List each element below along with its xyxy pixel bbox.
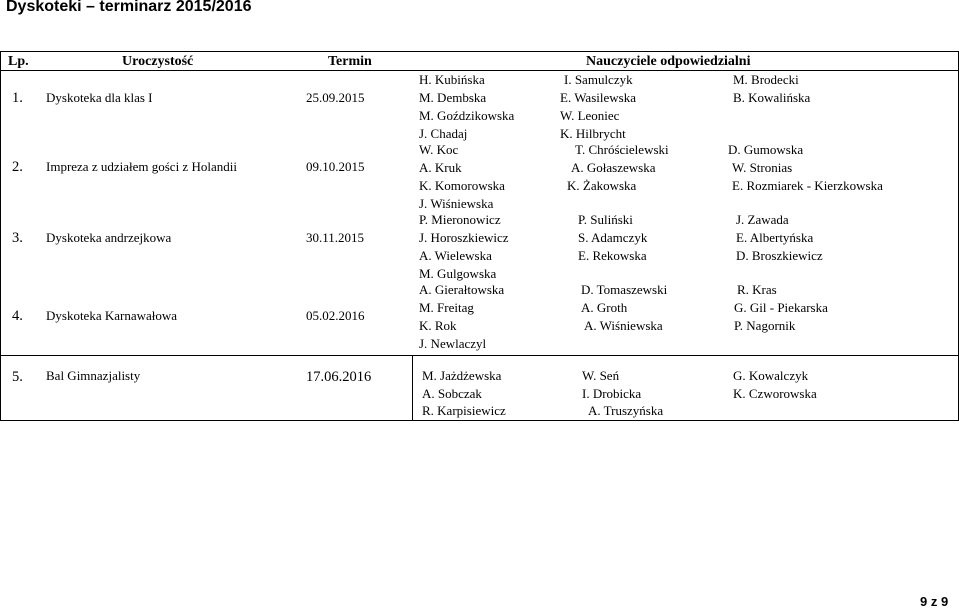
page-number: 9 z 9 <box>920 594 949 609</box>
teacher: E. Albertyńska <box>736 230 814 245</box>
teacher: J. Zawada <box>736 212 789 227</box>
teacher: M. Gulgowska <box>419 266 497 281</box>
teacher: M. Jażdżewska <box>422 368 502 383</box>
teacher: S. Adamczyk <box>578 230 648 245</box>
event-name: Impreza z udziałem gości z Holandii <box>46 159 237 174</box>
event-date: 09.10.2015 <box>306 159 365 174</box>
teacher: M. Brodecki <box>733 72 799 87</box>
teacher: J. Newlaczyl <box>419 336 487 351</box>
teacher: W. Stronias <box>732 160 793 175</box>
teacher: P. Nagornik <box>734 318 796 333</box>
teacher: E. Wasilewska <box>560 90 636 105</box>
teacher: E. Rozmiarek - Kierzkowska <box>732 178 883 193</box>
teacher: D. Tomaszewski <box>581 282 668 297</box>
teacher: A. Wiśniewska <box>584 318 663 333</box>
teacher: P. Suliński <box>578 212 633 227</box>
teacher: A. Gierałtowska <box>419 282 505 297</box>
teacher: B. Kowalińska <box>733 90 811 105</box>
teacher: T. Chróścielewski <box>575 142 669 157</box>
teacher: K. Rok <box>419 318 457 333</box>
teacher: P. Mieronowicz <box>419 212 501 227</box>
teacher: G. Gil - Piekarska <box>734 300 828 315</box>
table-bottom-border <box>0 420 959 421</box>
row-number: 2. <box>12 159 23 175</box>
event-date: 30.11.2015 <box>306 230 365 245</box>
teacher: W. Leoniec <box>560 108 620 123</box>
row-number: 1. <box>12 90 23 106</box>
table-top-border <box>0 51 959 52</box>
teacher: A. Kruk <box>419 160 462 175</box>
event-name: Dyskoteka Karnawałowa <box>46 308 178 323</box>
teacher: A. Groth <box>581 300 628 315</box>
teacher: I. Drobicka <box>582 386 642 401</box>
row-number: 5. <box>12 369 23 385</box>
teacher: H. Kubińska <box>419 72 485 87</box>
teacher: M. Freitag <box>419 300 474 315</box>
table-left-border <box>0 51 1 421</box>
header-teachers: Nauczyciele odpowiedzialni <box>586 54 751 69</box>
teacher: E. Rekowska <box>578 248 647 263</box>
teacher: W. Seń <box>582 368 620 383</box>
teacher: G. Kowalczyk <box>733 368 809 383</box>
event-date: 17.06.2016 <box>306 369 372 385</box>
event-name: Dyskoteka andrzejkowa <box>46 230 172 245</box>
teacher: R. Kras <box>737 282 777 297</box>
teacher: J. Wiśniewska <box>419 196 494 211</box>
header-event: Uroczystość <box>122 54 194 69</box>
teacher: A. Sobczak <box>422 386 482 401</box>
teacher: K. Komorowska <box>419 178 505 193</box>
row-number: 4. <box>12 308 23 324</box>
teacher: A. Gołaszewska <box>571 160 656 175</box>
teacher: K. Żakowska <box>567 178 637 193</box>
event-date: 05.02.2016 <box>306 308 365 323</box>
teacher: I. Samulczyk <box>564 72 633 87</box>
teacher: J. Horoszkiewicz <box>419 230 509 245</box>
teacher: A. Wielewska <box>419 248 492 263</box>
teacher: M. Dembska <box>419 90 487 105</box>
header-lp: Lp. <box>8 54 29 69</box>
teacher: A. Truszyńska <box>588 403 664 418</box>
row-number: 3. <box>12 230 23 246</box>
row5-divider <box>412 355 413 420</box>
teacher: M. Goździkowska <box>419 108 515 123</box>
teacher: R. Karpisiewicz <box>422 403 506 418</box>
event-name: Dyskoteka dla klas I <box>46 90 153 105</box>
teacher: K. Czworowska <box>733 386 817 401</box>
event-date: 25.09.2015 <box>306 90 365 105</box>
header-bottom-border <box>0 70 959 71</box>
page-title: Dyskoteki – terminarz 2015/2016 <box>6 0 252 15</box>
teacher: J. Chadaj <box>419 126 468 141</box>
teacher: K. Hilbrycht <box>560 126 626 141</box>
header-date: Termin <box>328 54 372 69</box>
teacher: W. Koc <box>419 142 459 157</box>
event-name: Bal Gimnazjalisty <box>46 368 141 383</box>
teacher: D. Gumowska <box>728 142 804 157</box>
row4-bottom-border <box>0 355 959 356</box>
teacher: D. Broszkiewicz <box>736 248 823 263</box>
